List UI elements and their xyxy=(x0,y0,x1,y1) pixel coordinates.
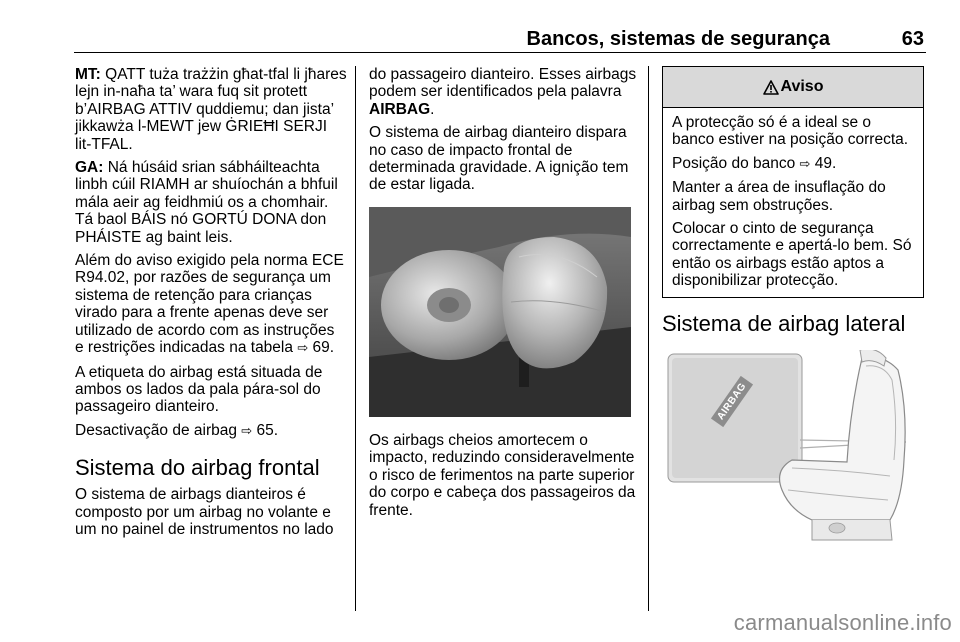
frontal-airbag-illustration xyxy=(369,207,631,417)
page-ref-arrow-icon: ⇨ xyxy=(799,156,811,172)
column-divider-1 xyxy=(355,66,356,611)
warning-paragraph xyxy=(672,155,915,173)
running-title: Bancos, sistemas de segurança xyxy=(526,28,830,50)
paragraph-identified xyxy=(369,66,637,118)
warning-paragraph: A protecção só é a ideal se o banco estiver na posição correcta. xyxy=(672,114,909,149)
paragraph-text: Além do aviso exigido pela norma ECE R94.02, por razões de segurança um sistema de retenção para crianças virado para a frente apenas deve ser utilizado de acordo com as instruções e restrições indicadas na tabela xyxy=(75,252,344,357)
warning-paragraph: Colocar o cinto de segurança correctamente e apertá-lo bem. Só então os airbags estão aptos a disponibilizar protecção. xyxy=(672,220,912,290)
paragraph-label: A etiqueta do airbag está situada de ambos os lados da pala pára-sol do passageiro dianteiro. xyxy=(75,363,323,416)
airbag-word: AIRBAG xyxy=(369,100,431,118)
warning-header xyxy=(663,67,923,108)
warning-paragraph: Manter a área de insuflação do airbag sem obstruções. xyxy=(672,179,886,214)
paragraph-deactivation xyxy=(75,422,347,440)
airbag-label-text: AIRBAG xyxy=(715,380,749,423)
paragraph-ga xyxy=(75,159,347,246)
warning-triangle-icon xyxy=(763,80,779,95)
seat-drawing xyxy=(662,350,924,555)
paragraph-text: QATT tuża trażżin għat-tfal li jħares lejn in-naħa ta’ wara fuq sit protett b’AIRBAG ATTIV quddiemu; dan jista’ jikkawża l-MEWT jew ĠRIEĦI SERJI lit-TFAL. xyxy=(75,66,347,153)
lang-code-ga: GA: xyxy=(75,159,104,177)
lang-code-mt: MT: xyxy=(75,66,101,83)
paragraph-ece xyxy=(75,252,347,357)
paragraph-text: do passageiro dianteiro. Esses airbags podem ser identificados pela palavra xyxy=(369,66,637,101)
paragraph-mt xyxy=(75,66,347,153)
column-3 xyxy=(662,296,932,342)
paragraph-frontal-intro: O sistema de airbags dianteiros é composto por um airbag no volante e um no painel de instrumentos no lado xyxy=(75,486,334,538)
paragraph-text: Ná húsáid srian sábháilteachta linbh cúil RIAMH ar shuíochán a bhfuil mála aeir ag feidhmiú os a chomhair. Tá baol BÁIS nó GORTÚ DONA don PHÁISTE ag baint leis. xyxy=(75,159,338,246)
page-ref-arrow-icon: ⇨ xyxy=(297,341,309,357)
figure-caption xyxy=(369,432,639,525)
paragraph-text: . xyxy=(430,100,435,118)
watermark: carmanualsonline.info xyxy=(733,610,952,635)
column-2 xyxy=(369,66,637,200)
column-divider-2 xyxy=(648,66,649,611)
paragraph-trigger: O sistema de airbag dianteiro dispara no caso de impacto frontal de determinada gravidade. A ignição tem de estar ligada. xyxy=(369,124,629,194)
header-rule xyxy=(74,52,926,53)
warning-title: Aviso xyxy=(780,78,824,95)
warning-body xyxy=(663,108,923,290)
page-ref-link[interactable]: 65. xyxy=(252,421,279,439)
airbag-photo xyxy=(369,207,631,417)
column-1 xyxy=(75,66,347,544)
side-airbag-illustration xyxy=(662,350,924,555)
page-number: 63 xyxy=(901,28,924,50)
page-ref-link[interactable]: 69. xyxy=(308,339,335,357)
warning-box xyxy=(662,66,924,298)
page-ref-arrow-icon: ⇨ xyxy=(241,423,253,439)
paragraph-text: Posição do banco xyxy=(672,154,800,172)
section-heading-frontal: Sistema do airbag frontal xyxy=(75,455,320,481)
caption-text: Os airbags cheios amortecem o impacto, reduzindo consideravelmente o risco de ferimentos na parte superior do corpo e cabeça dos passageiros da frente. xyxy=(369,432,636,519)
section-heading-lateral: Sistema de airbag lateral xyxy=(662,311,906,336)
paragraph-text: Desactivação de airbag xyxy=(75,421,242,439)
page-ref-link[interactable]: 49. xyxy=(810,154,837,172)
page-header xyxy=(0,0,960,58)
